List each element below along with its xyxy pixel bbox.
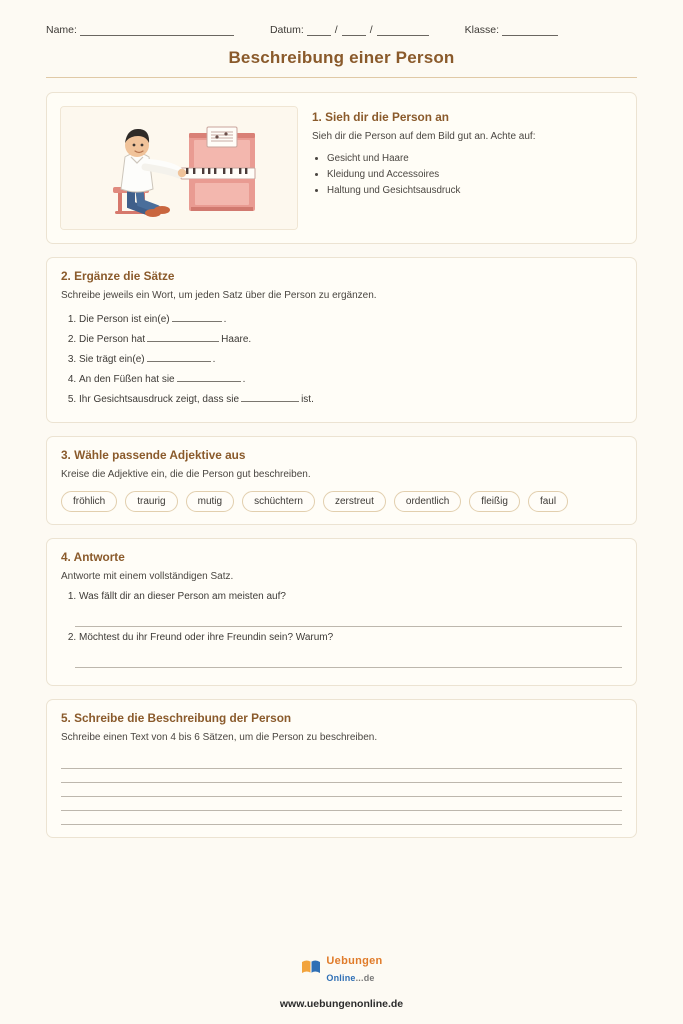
list-item: • Haltung und Gesichtsausdruck bbox=[327, 183, 535, 199]
sentence-blank[interactable] bbox=[147, 352, 211, 362]
list-item bbox=[79, 350, 622, 370]
logo-text bbox=[326, 952, 382, 986]
sentence-after: . bbox=[212, 353, 216, 365]
sentence-after: Haare. bbox=[221, 333, 252, 345]
date-month-blank[interactable] bbox=[342, 25, 366, 36]
task-1-intro: Sieh dir die Person auf dem Bild gut an. Achte auf: bbox=[312, 131, 536, 142]
date-separator-2: / bbox=[369, 24, 373, 36]
sentence-before: Sie trägt ein(e) bbox=[79, 353, 145, 365]
sentence-after: ist. bbox=[301, 393, 314, 405]
class-field[interactable] bbox=[465, 24, 558, 36]
answer-line[interactable] bbox=[75, 652, 622, 668]
name-label: Name: bbox=[46, 24, 77, 36]
task-4-intro: Antworte mit einem vollständigen Satz. bbox=[61, 571, 234, 582]
task-4-questions bbox=[61, 591, 622, 668]
sentence-after: . bbox=[223, 313, 227, 325]
date-separator-1: / bbox=[334, 24, 338, 36]
task-2-sentences bbox=[61, 310, 622, 410]
person-illustration bbox=[60, 106, 298, 230]
sentence-blank[interactable] bbox=[172, 312, 222, 322]
task-2-card bbox=[46, 257, 637, 423]
site-logo[interactable] bbox=[300, 952, 382, 986]
name-blank[interactable] bbox=[80, 25, 234, 36]
sentence-before: Die Person hat bbox=[79, 333, 146, 345]
task-5-title: 5. Schreibe die Beschreibung der Person bbox=[61, 710, 292, 725]
list-item bbox=[79, 591, 622, 627]
date-field[interactable] bbox=[270, 24, 429, 36]
sentence-before: Ihr Gesichtsausdruck zeigt, dass sie bbox=[79, 393, 240, 405]
footer-url[interactable]: www.uebungenonline.de bbox=[279, 998, 404, 1010]
logo-bottom-text: Online...de bbox=[326, 973, 375, 984]
writing-line[interactable] bbox=[61, 755, 622, 769]
book-icon bbox=[300, 958, 322, 981]
page-footer bbox=[0, 952, 683, 1010]
task-1-body bbox=[312, 106, 535, 199]
date-day-blank[interactable] bbox=[307, 25, 331, 36]
adjective-chip[interactable]: mutig bbox=[186, 491, 234, 512]
task-4-card bbox=[46, 538, 637, 686]
date-year-blank[interactable] bbox=[377, 25, 429, 36]
title-divider bbox=[46, 77, 637, 78]
task-3-title: 3. Wähle passende Adjektive aus bbox=[61, 447, 246, 462]
sentence-blank[interactable] bbox=[241, 392, 299, 402]
writing-line[interactable] bbox=[61, 783, 622, 797]
task-2-title: 2. Ergänze die Sätze bbox=[61, 269, 175, 283]
list-item bbox=[79, 390, 622, 410]
list-item: • Kleidung und Accessoires bbox=[327, 167, 535, 183]
sentence-blank[interactable] bbox=[177, 372, 241, 382]
task-5-card bbox=[46, 699, 637, 839]
question-text: Möchtest du ihr Freund oder ihre Freundin sein? Warum? bbox=[79, 631, 334, 643]
page-title: Beschreibung einer Person bbox=[228, 48, 455, 67]
class-blank[interactable] bbox=[502, 25, 558, 36]
answer-line[interactable] bbox=[75, 611, 622, 627]
adjective-chip[interactable]: traurig bbox=[125, 491, 177, 512]
writing-lines bbox=[61, 755, 622, 825]
list-item bbox=[79, 330, 622, 350]
student-info-row bbox=[0, 0, 683, 36]
adjective-chip-list bbox=[61, 491, 622, 512]
writing-line[interactable] bbox=[61, 797, 622, 811]
sentence-before: An den Füßen hat sie bbox=[79, 373, 175, 385]
task-5-intro: Schreibe einen Text von 4 bis 6 Sätzen, um die Person zu beschreiben. bbox=[61, 731, 378, 743]
adjective-chip[interactable]: zerstreut bbox=[323, 491, 386, 512]
logo-top-text: Uebungen bbox=[326, 955, 383, 968]
name-field[interactable] bbox=[46, 24, 234, 36]
task-3-card bbox=[46, 436, 637, 526]
class-label: Klasse: bbox=[464, 24, 500, 36]
adjective-chip[interactable]: fröhlich bbox=[61, 491, 117, 512]
task-1-bullets bbox=[312, 151, 535, 199]
task-4-title: 4. Antworte bbox=[61, 550, 125, 564]
task-3-intro: Kreise die Adjektive ein, die die Person gut beschreiben. bbox=[61, 468, 311, 480]
writing-line[interactable] bbox=[61, 769, 622, 783]
date-label: Datum: bbox=[269, 24, 304, 36]
adjective-chip[interactable]: faul bbox=[528, 491, 568, 512]
list-item bbox=[79, 632, 622, 668]
question-text: Was fällt dir an dieser Person am meisten auf? bbox=[79, 590, 286, 602]
task-1-card bbox=[46, 92, 637, 244]
list-item bbox=[79, 370, 622, 390]
list-item: • Gesicht und Haare bbox=[327, 151, 535, 167]
adjective-chip[interactable]: ordentlich bbox=[394, 491, 461, 512]
list-item bbox=[79, 310, 622, 330]
sentence-blank[interactable] bbox=[147, 332, 219, 342]
sentence-before: Die Person ist ein(e) bbox=[79, 313, 170, 325]
sentence-after: . bbox=[242, 373, 246, 385]
task-2-intro: Schreibe jeweils ein Wort, um jeden Satz über die Person zu ergänzen. bbox=[61, 290, 377, 301]
writing-line[interactable] bbox=[61, 811, 622, 825]
adjective-chip[interactable]: schüchtern bbox=[242, 491, 315, 512]
task-1-title: 1. Sieh dir die Person an bbox=[312, 110, 450, 124]
adjective-chip[interactable]: fleißig bbox=[469, 491, 520, 512]
